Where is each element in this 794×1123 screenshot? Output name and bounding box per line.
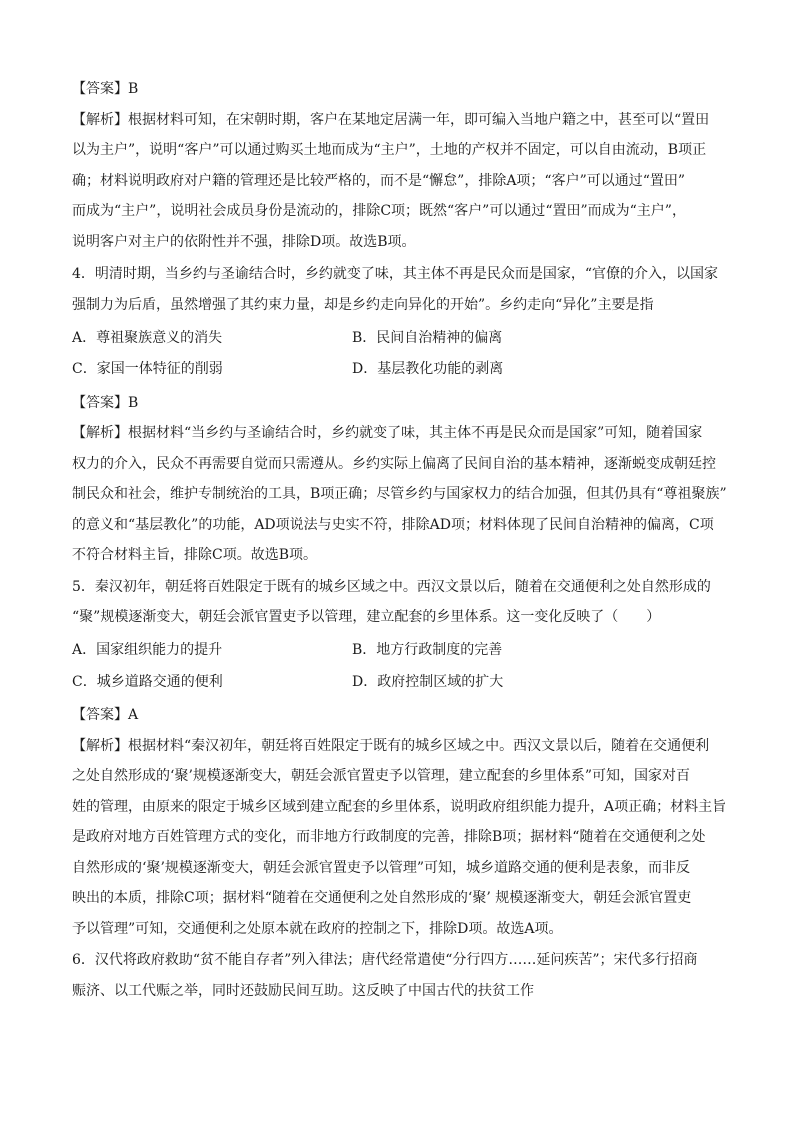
q3-answer: 【答案】B [72, 81, 139, 97]
q5-option-c: C．城乡道路交通的便利 [72, 674, 223, 690]
q5-answer: 【答案】A [72, 707, 139, 723]
q3-analysis-line-3: 确；材料说明政府对户籍的管理还是比较严格的，而不是“懈怠”，排除A项；“客户”可以通过“置田” [72, 173, 686, 189]
q5-stem-line-2: “聚”规模逐渐变大，朝廷会派官置吏予以管理，建立配套的乡里体系。这一变化反映了（ ） [72, 609, 661, 625]
q5-analysis-line-4: 是政府对地方百姓管理方式的变化，而非地方行政制度的完善，排除B项；据材料“随着在交通便利之处 [72, 829, 706, 845]
q5-option-d: D．政府控制区域的扩大 [352, 674, 504, 690]
q5-analysis-line-2: 之处自然形成的‘聚’规模逐渐变大，朝廷会派官置吏予以管理，建立配套的乡里体系”可知，国家对百 [72, 768, 691, 784]
q5-option-b: B．地方行政制度的完善 [352, 642, 503, 658]
q4-answer: 【答案】B [72, 395, 139, 411]
q3-analysis-line-2: 以为主户”，说明“客户”可以通过购买土地而成为“主户”，土地的产权并不固定，可以自由流动，B项正 [72, 142, 707, 158]
q4-analysis-line-5: 不符合材料主旨，排除C项。故选B项。 [72, 547, 317, 563]
q5-analysis-line-7: 予以管理”可知，交通便利之处原本就在政府的控制之下，排除D项。故选A项。 [72, 921, 563, 937]
q3-analysis-line-4: 而成为“主户”，说明社会成员身份是流动的，排除C项；既然“客户”可以通过“置田”而成为“主户”， [72, 203, 686, 219]
q4-stem-line-1: 4．明清时期，当乡约与圣谕结合时，乡约就变了味，其主体不再是民众而是国家，“官僚的介入，以国家 [72, 266, 719, 282]
q4-option-c: C．家国一体特征的削弱 [72, 361, 223, 377]
q5-stem-line-1: 5．秦汉初年，朝廷将百姓限定于既有的城乡区域之中。西汉文景以后，随着在交通便利之处自然形成的 [72, 579, 711, 595]
q6-stem-line-2: 赈济、以工代赈之举，同时还鼓励民间互助。这反映了中国古代的扶贫工作 [72, 983, 534, 999]
q4-option-a: A．尊祖聚族意义的消失 [72, 330, 223, 346]
q4-stem-line-2: 强制力为后盾，虽然增强了其约束力量，却是乡约走向异化的开始”。乡约走向“异化”主要是指 [72, 297, 654, 313]
q3-analysis-line-1: 【解析】根据材料可知，在宋朝时期，客户在某地定居满一年，即可编入当地户籍之中，甚至可以“置田 [72, 112, 710, 128]
q6-stem-line-1: 6．汉代将政府救助“贫不能自存者”列入律法；唐代经常遣使“分行四方……延问疾苦”；宋代多行招商 [72, 952, 698, 968]
q4-option-b: B．民间自治精神的偏离 [352, 330, 503, 346]
q5-analysis-line-5: 自然形成的‘聚’规模逐渐变大，朝廷会派官置吏予以管理”可知，城乡道路交通的便利是表象，而非反 [72, 860, 691, 876]
q4-analysis-line-2: 权力的介入，民众不再需要自觉而只需遵从。乡约实际上偏离了民间自治的基本精神，逐渐蜕变成朝廷控 [72, 456, 716, 472]
q4-analysis-line-3: 制民众和社会，维护专制统治的工具，B项正确；尽管乡约与国家权力的结合加强，但其仍具有“尊祖聚族” [72, 486, 727, 502]
q5-analysis-line-6: 映出的本质，排除C项；据材料“随着在交通便利之处自然形成的‘聚’ 规模逐渐变大，朝廷会派官置吏 [72, 890, 692, 906]
q4-analysis-line-1: 【解析】根据材料“当乡约与圣谕结合时，乡约就变了味，其主体不再是民众而是国家”可知，随着国家 [72, 425, 703, 441]
q5-option-a: A．国家组织能力的提升 [72, 642, 223, 658]
q3-analysis-line-5: 说明客户对主户的依附性并不强，排除D项。故选B项。 [72, 234, 416, 250]
q4-analysis-line-4: 的意义和“基层教化”的功能，AD项说法与史实不符，排除AD项；材料体现了民间自治精神的偏离，C项 [72, 517, 714, 533]
q5-analysis-line-1: 【解析】根据材料“秦汉初年，朝廷将百姓限定于既有的城乡区域之中。西汉文景以后，随着在交通便利 [72, 738, 710, 754]
q4-option-d: D．基层教化功能的剥离 [352, 361, 504, 377]
q5-analysis-line-3: 姓的管理，由原来的限定于城乡区域到建立配套的乡里体系，说明政府组织能力提升，A项正确；材料主旨 [72, 799, 727, 815]
